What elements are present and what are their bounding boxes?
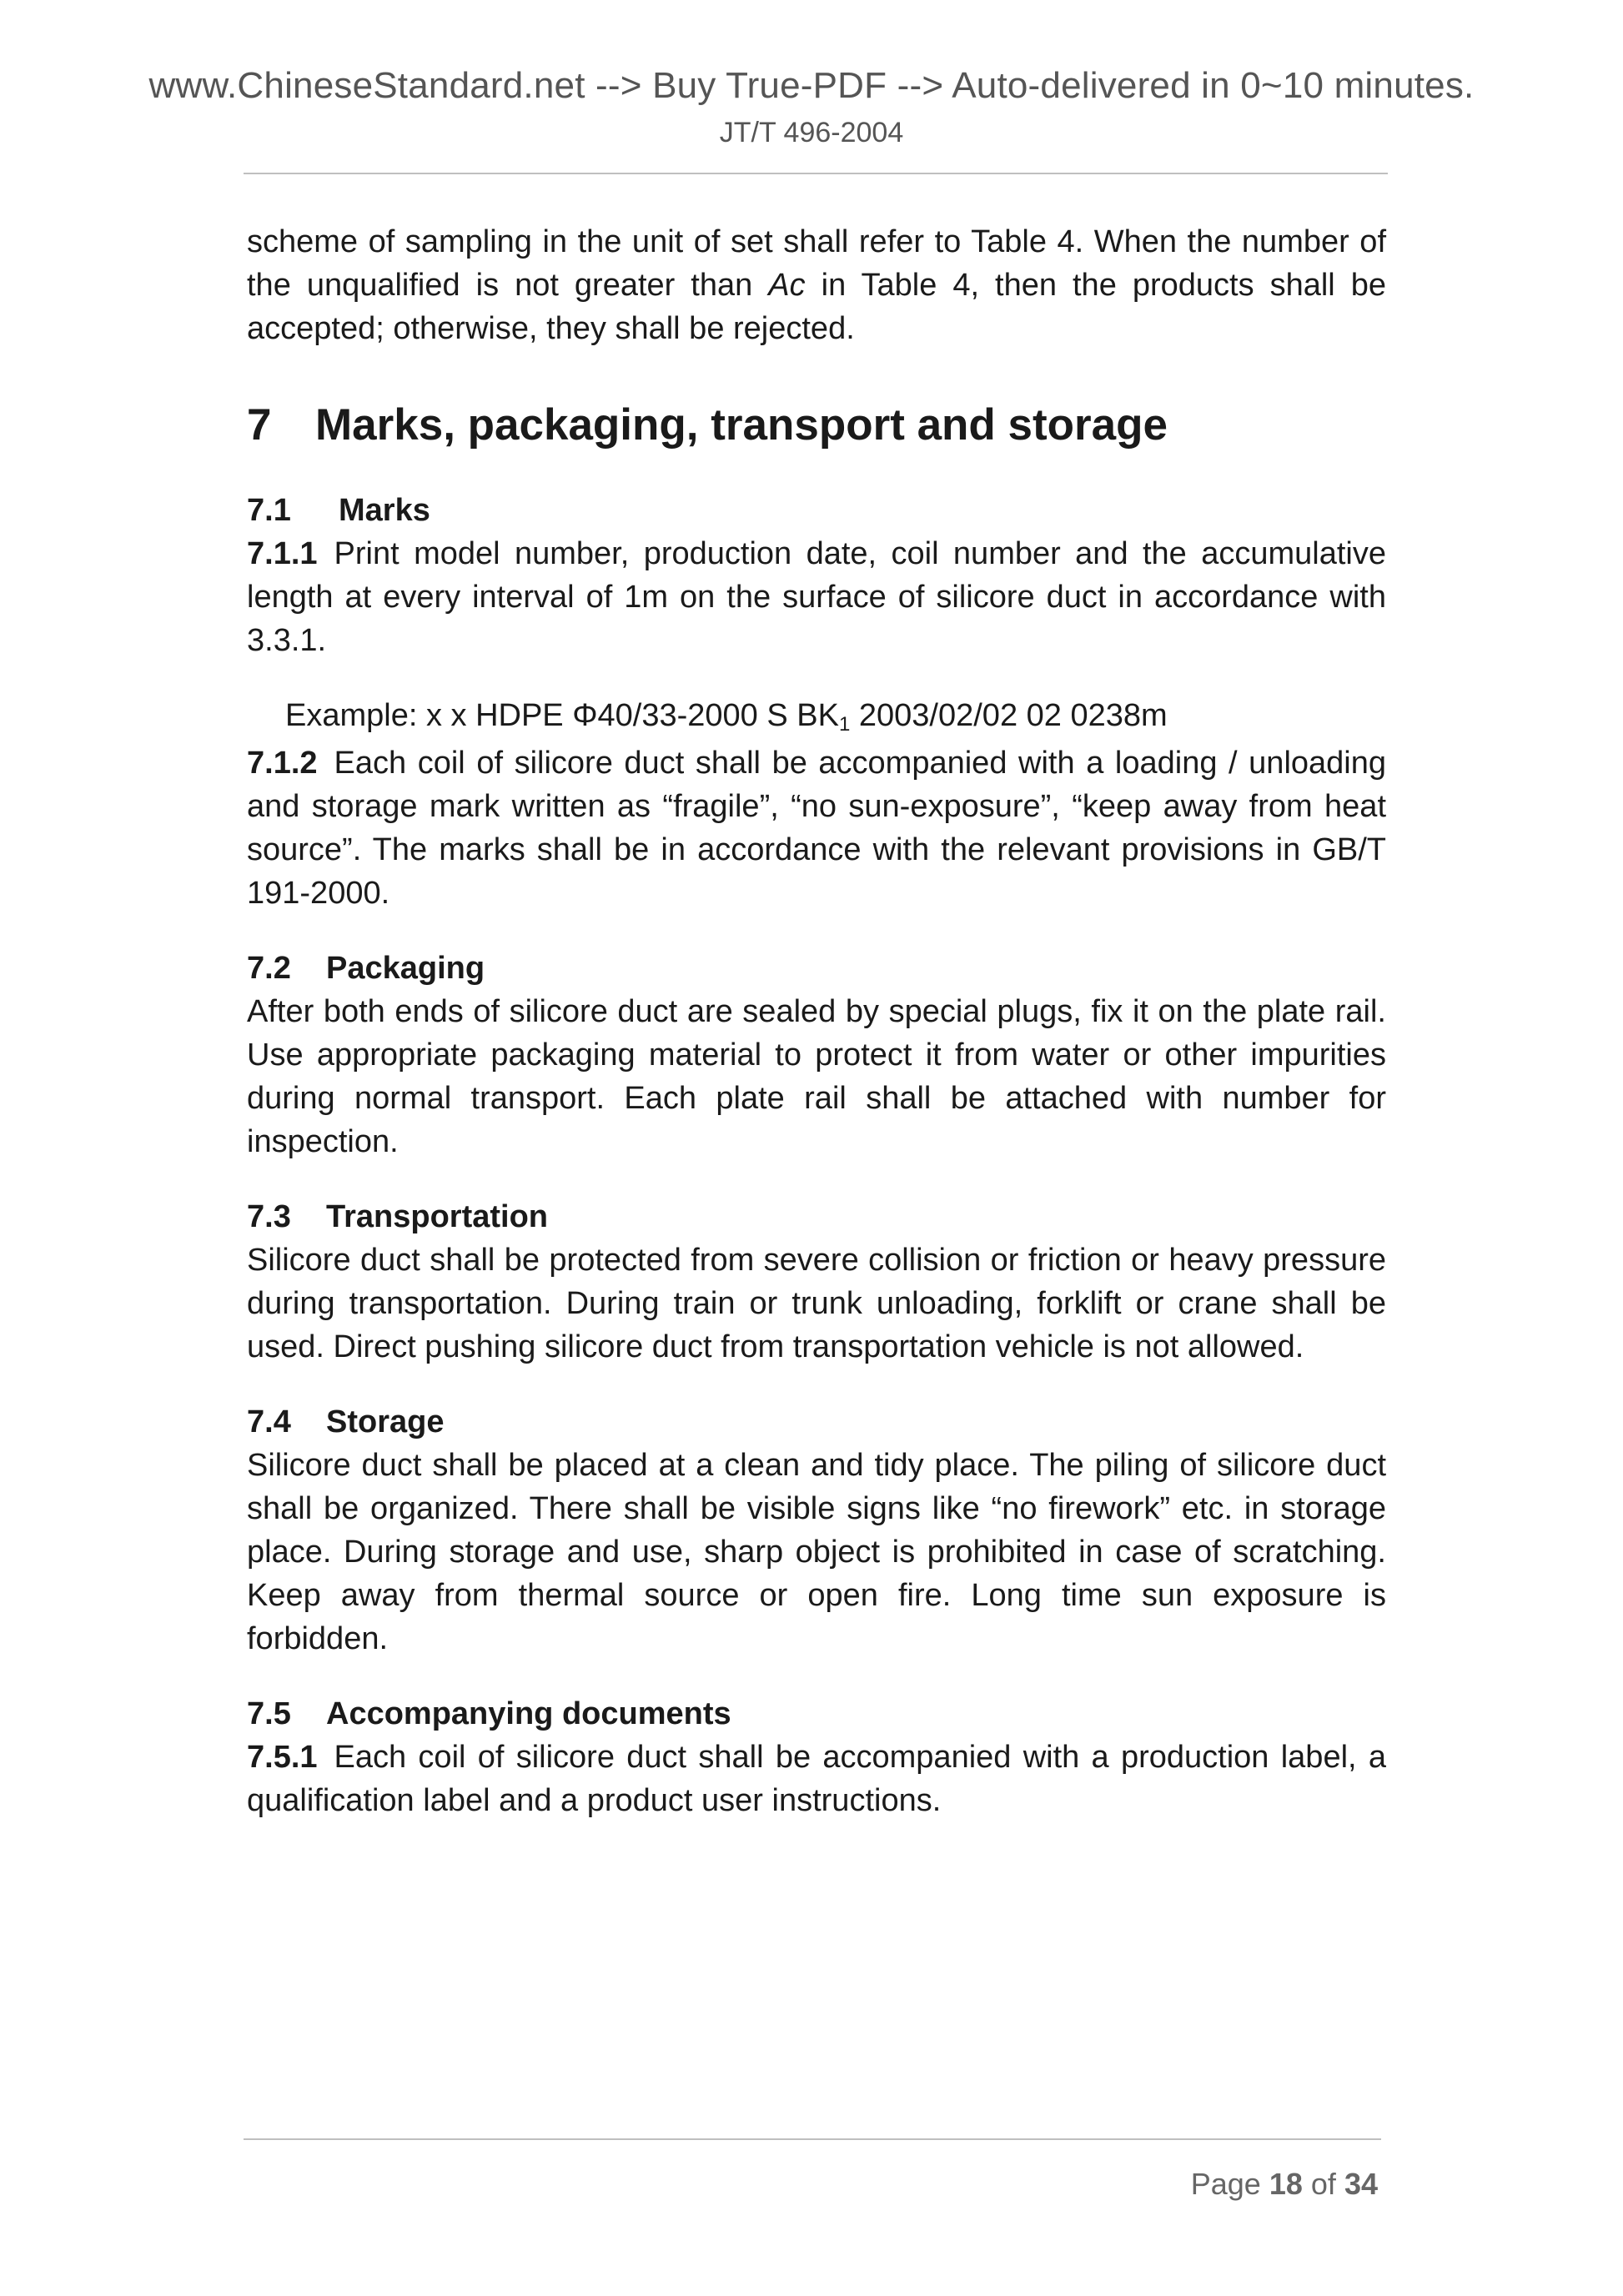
clause-7-1-1-number: 7.1.1 xyxy=(247,536,318,571)
page-number xyxy=(1168,2167,1378,2202)
section-7-2-heading xyxy=(247,947,1386,990)
page-total: 34 xyxy=(1344,2167,1378,2201)
clause-7-1-2 xyxy=(247,741,1386,915)
clause-7-5-1-text: Each coil of silicore duct shall be accompanied with a production label, a qualification label and a product user instructions. xyxy=(247,1740,1386,1818)
section-7-5-heading xyxy=(247,1692,1386,1736)
section-7-1-number: 7.1 xyxy=(247,493,291,528)
chapter-heading xyxy=(247,399,1386,452)
section-7-5-title: Accompanying documents xyxy=(326,1696,731,1731)
page-content xyxy=(247,220,1386,1822)
chapter-number: 7 xyxy=(247,400,272,450)
section-7-3-heading xyxy=(247,1195,1386,1238)
header-divider xyxy=(244,173,1388,174)
page-of: of xyxy=(1310,2167,1336,2201)
section-7-4-heading xyxy=(247,1400,1386,1444)
section-7-3-text: Silicore duct shall be protected from severe collision or friction or heavy pressure during transportation. During train or trunk unloading, forklift or crane shall be used. Direct pushing silicore duct from transportation vehicle is not allowed. xyxy=(247,1243,1386,1364)
page-label: Page xyxy=(1190,2167,1261,2201)
example-text-a: Example: x x HDPE Φ40/33-2000 S BK xyxy=(285,698,839,733)
section-7-4-title: Storage xyxy=(326,1404,445,1439)
intro-text-a: scheme of sampling in the unit of set shall refer to Table 4. When the number of the unqualified is not greater than xyxy=(247,224,1386,303)
header-banner: www.ChineseStandard.net --> Buy True-PDF --> Auto-delivered in 0~10 minutes. xyxy=(148,65,1475,106)
section-7-3-number: 7.3 xyxy=(247,1199,291,1234)
clause-7-1-2-text: Each coil of silicore duct shall be accompanied with a loading / unloading and storage mark written as “fragile”, “no sun-exposure”, “keep away from heat source”. The marks shall be in accordance with the relevant provisions in GB/T 191-2000. xyxy=(247,746,1386,911)
example-subscript: 1 xyxy=(838,713,851,736)
section-7-4-number: 7.4 xyxy=(247,1404,291,1439)
clause-7-5-1-number: 7.5.1 xyxy=(247,1740,318,1775)
standard-number: JT/T 496-2004 xyxy=(719,117,904,148)
page-current: 18 xyxy=(1269,2167,1303,2201)
section-7-1-heading xyxy=(247,489,1386,532)
intro-ac: Ac xyxy=(768,268,806,303)
section-7-5-number: 7.5 xyxy=(247,1696,291,1731)
chapter-title: Marks, packaging, transport and storage xyxy=(315,400,1168,450)
intro-text-b: in Table 4, then the products shall be accepted; otherwise, they shall be rejected. xyxy=(247,268,1386,346)
footer-divider xyxy=(244,2138,1381,2140)
clause-7-1-1-text: Print model number, production date, coil number and the accumulative length at every interval of 1m on the surface of silicore duct in accordance with 3.3.1. xyxy=(247,536,1386,658)
section-7-2-number: 7.2 xyxy=(247,951,291,986)
section-7-2-text: After both ends of silicore duct are sealed by special plugs, fix it on the plate rail. Use appropriate packaging material to protect it from water or other impurities during normal transport. Each plate rail shall be attached with number for inspection. xyxy=(247,994,1386,1159)
section-7-2-title: Packaging xyxy=(326,951,485,986)
example-line xyxy=(285,694,1386,741)
section-7-4-text: Silicore duct shall be placed at a clean and tidy place. The piling of silicore duct shall be organized. There shall be visible signs like “no firework” etc. in storage place. During storage and use, sharp object is prohibited in case of scratching. Keep away from thermal source or open fire. Long time sun exposure is forbidden. xyxy=(247,1448,1386,1656)
intro-paragraph xyxy=(247,220,1386,350)
section-7-1-title: Marks xyxy=(339,493,430,528)
clause-7-5-1 xyxy=(247,1736,1386,1822)
example-text-b: 2003/02/02 02 0238m xyxy=(850,698,1168,733)
section-7-3-title: Transportation xyxy=(326,1199,549,1234)
clause-7-1-2-number: 7.1.2 xyxy=(247,746,318,781)
clause-7-1-1 xyxy=(247,532,1386,662)
